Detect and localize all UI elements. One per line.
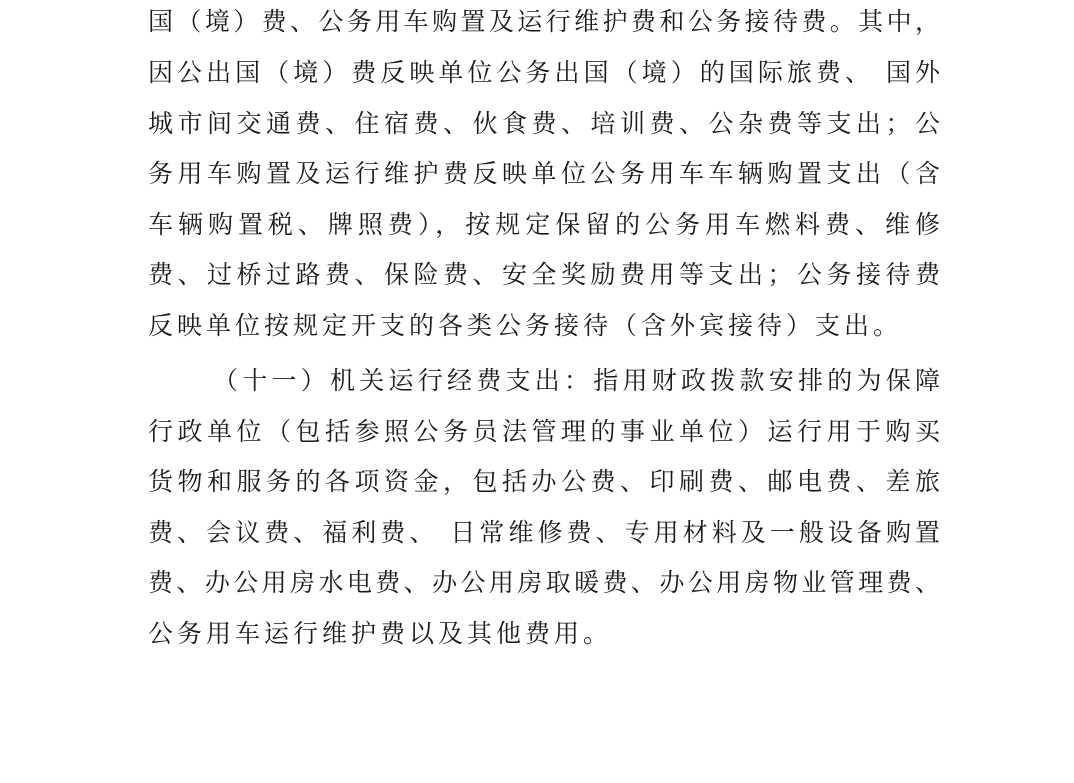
paragraph-line: 行政单位（包括参照公务员法管理的事业单位）运行用于购买 — [148, 417, 940, 446]
paragraph-line: 城市间交通费、住宿费、伙食费、培训费、公杂费等支出；公 — [148, 109, 940, 138]
paragraph-line: 费、办公用房水电费、办公用房取暖费、办公用房物业管理费、 — [148, 568, 940, 597]
section-heading-line: （十一）机关运行经费支出：指用财政拨款安排的为保障 — [213, 366, 940, 395]
paragraph-line: 公务用车运行维护费以及其他费用。 — [148, 619, 613, 648]
paragraph-line: 务用车购置及运行维护费反映单位公务用车车辆购置支出（含 — [148, 159, 940, 188]
paragraph-line: 国（境）费、公务用车购置及运行维护费和公务接待费。其中， — [148, 7, 940, 36]
paragraph-line: 反映单位按规定开支的各类公务接待（含外宾接待）支出。 — [148, 311, 903, 340]
paragraph-line: 费、会议费、福利费、 日常维修费、专用材料及一般设备购置 — [148, 518, 940, 547]
paragraph-line: 因公出国（境）费反映单位公务出国（境）的国际旅费、 国外 — [148, 58, 940, 87]
paragraph-line: 车辆购置税、牌照费），按规定保留的公务用车燃料费、维修 — [148, 210, 940, 239]
paragraph-line: 货物和服务的各项资金，包括办公费、印刷费、邮电费、差旅 — [148, 467, 940, 496]
paragraph-line: 费、过桥过路费、保险费、安全奖励费用等支出；公务接待费 — [148, 260, 940, 289]
